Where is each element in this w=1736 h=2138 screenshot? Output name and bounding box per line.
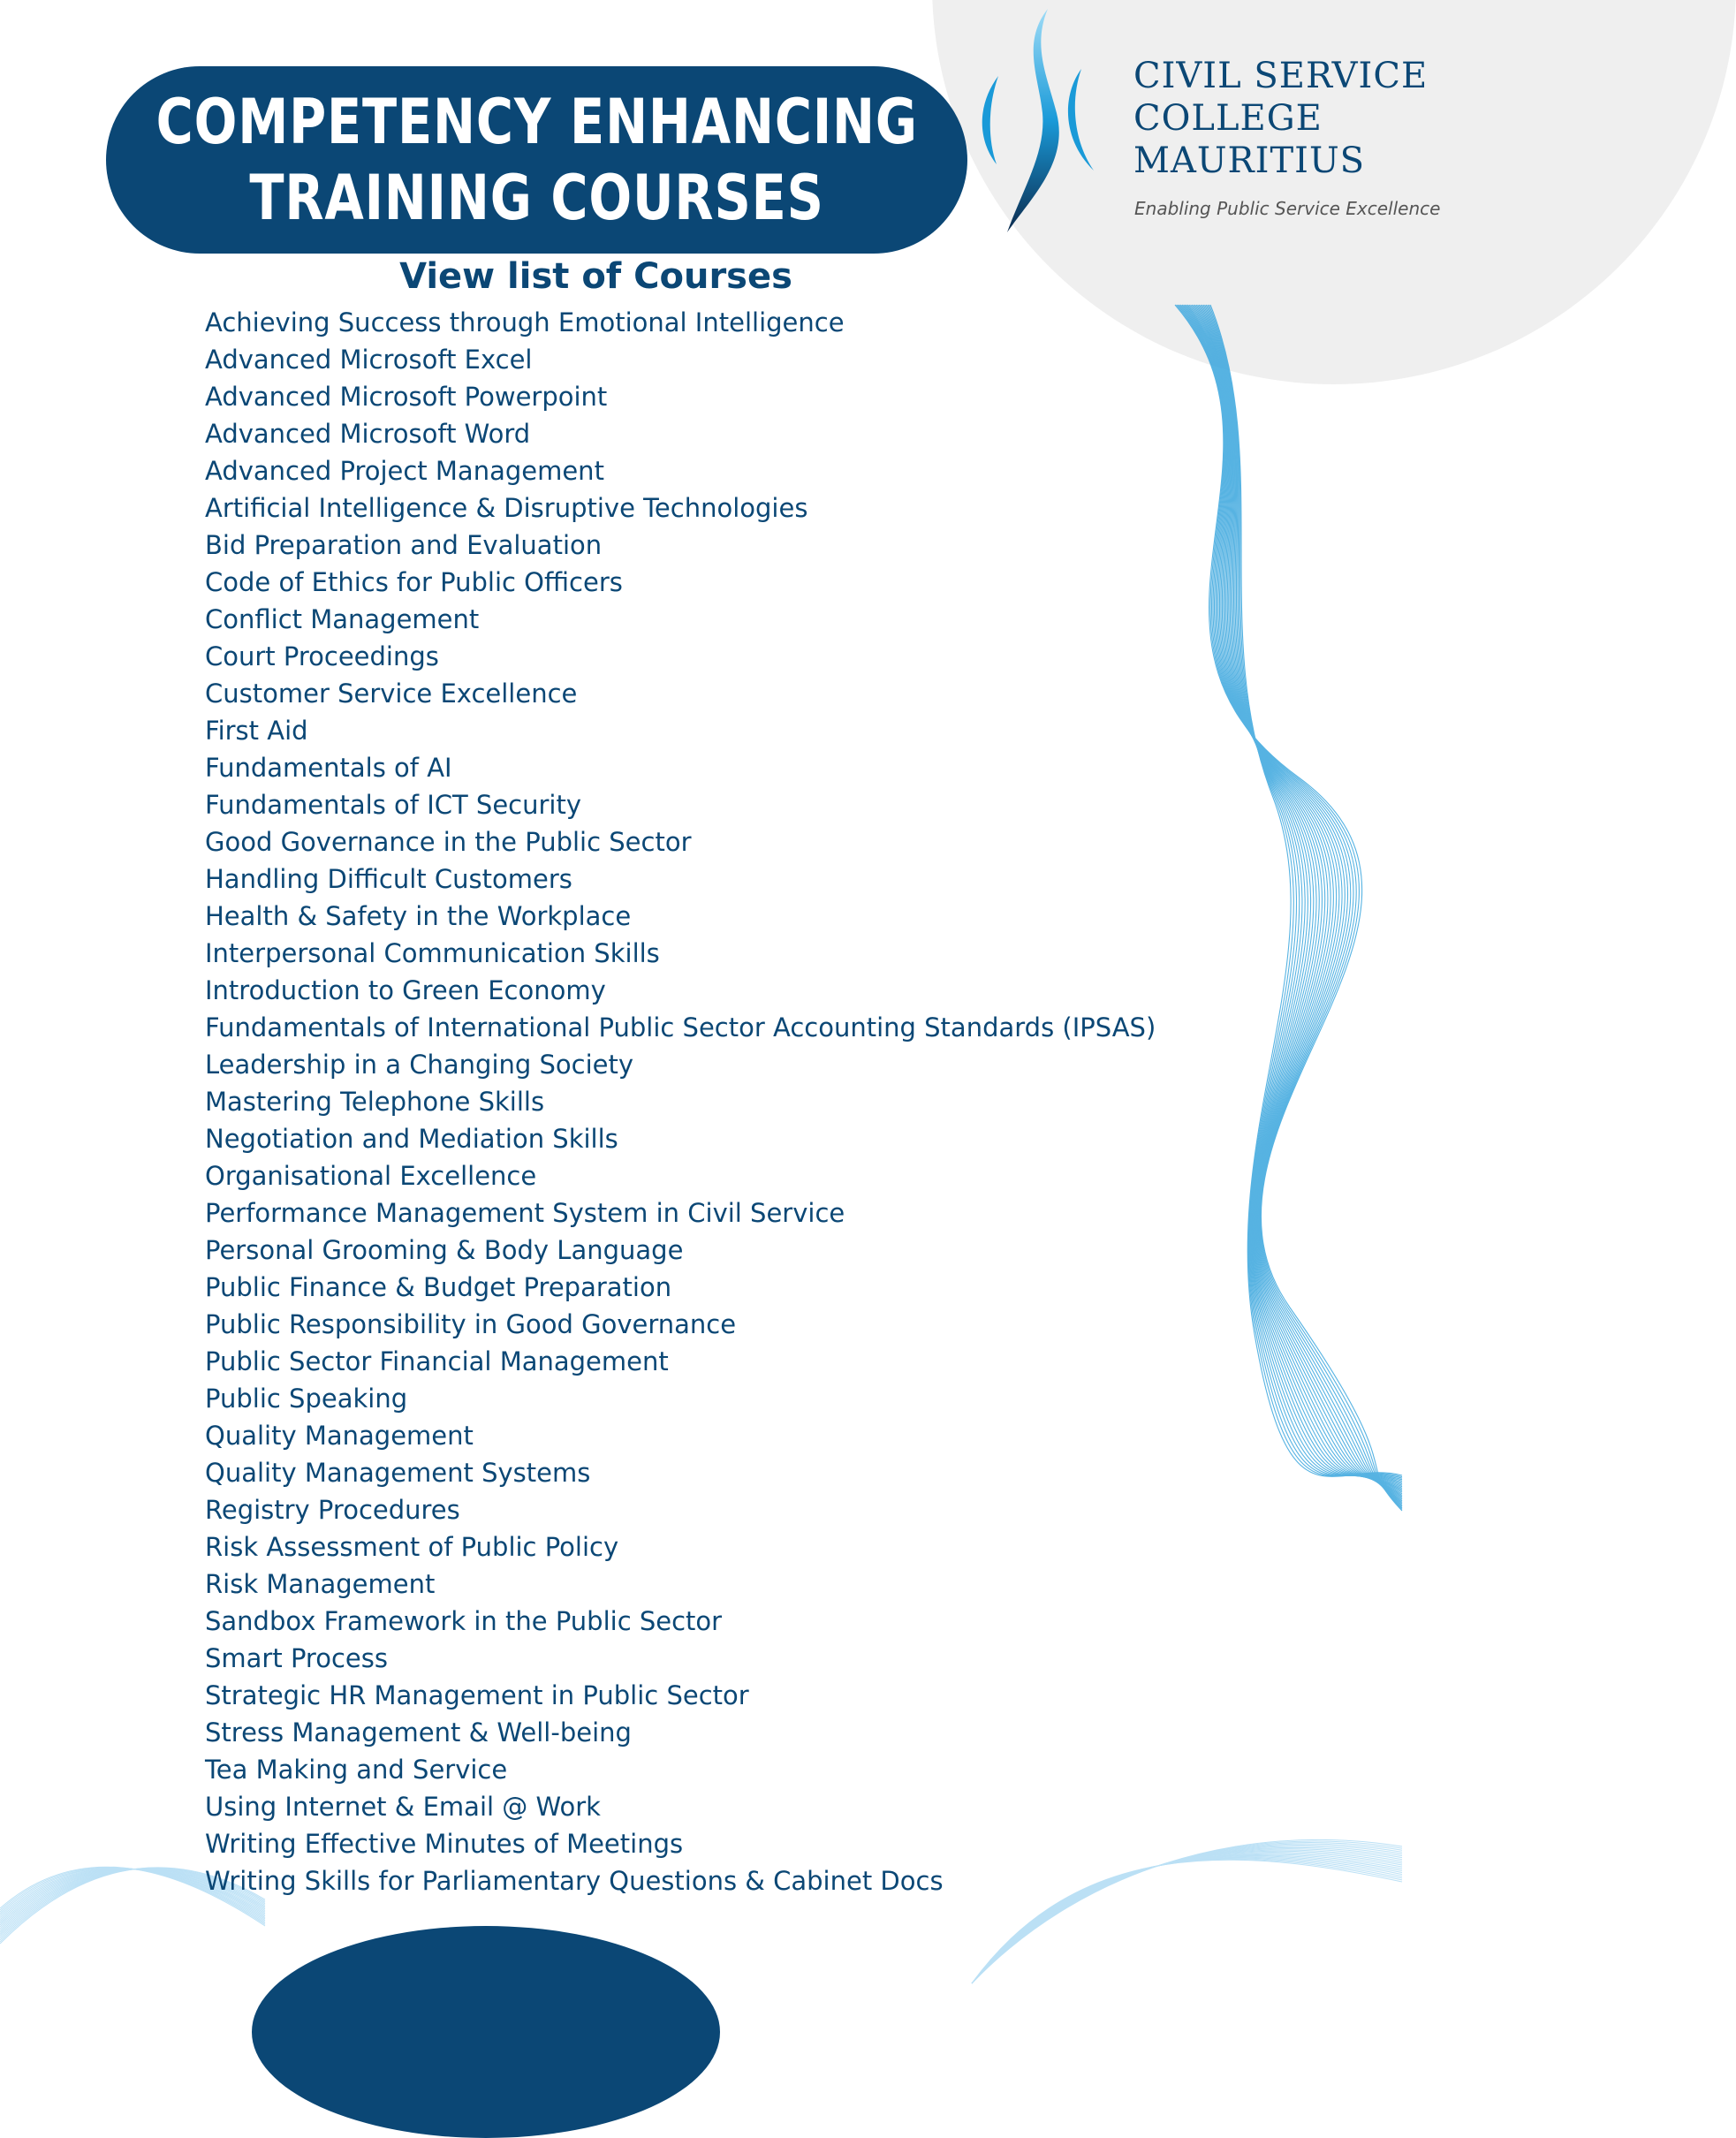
course-item: First Aid — [205, 716, 308, 746]
course-item: Public Sector Financial Management — [205, 1346, 669, 1376]
csc-flame-logo-icon — [970, 7, 1103, 239]
course-item: Good Governance in the Public Sector — [205, 827, 692, 857]
course-item: Achieving Success through Emotional Intelligence — [205, 307, 845, 337]
course-item: Public Speaking — [205, 1384, 408, 1414]
course-item: Writing Effective Minutes of Meetings — [205, 1829, 684, 1859]
course-item: Quality Management — [205, 1421, 474, 1451]
course-item: Public Finance & Budget Preparation — [205, 1272, 672, 1302]
course-item: Conflict Management — [205, 604, 480, 634]
course-item: Writing Skills for Parliamentary Questions & Cabinet Docs — [205, 1866, 944, 1896]
course-item: Personal Grooming & Body Language — [205, 1235, 684, 1265]
course-item: Advanced Microsoft Word — [205, 419, 531, 449]
course-item: Court Proceedings — [205, 641, 439, 671]
page-title-line-1: COMPETENCY ENHANCING — [155, 86, 918, 158]
course-item: Advanced Project Management — [205, 456, 604, 486]
course-item: Risk Assessment of Public Policy — [205, 1532, 619, 1562]
organization-name — [1133, 55, 1428, 182]
course-item: Fundamentals of ICT Security — [205, 790, 582, 820]
course-item: Advanced Microsoft Excel — [205, 345, 533, 375]
course-item: Tea Making and Service — [205, 1755, 508, 1785]
organization-name-line-2: COLLEGE — [1133, 98, 1323, 139]
course-item: Registry Procedures — [205, 1495, 460, 1525]
course-item: Negotiation and Mediation Skills — [205, 1124, 618, 1154]
organization-name-line-3: MAURITIUS — [1133, 140, 1366, 181]
course-item: Handling Difficult Customers — [205, 864, 572, 894]
course-item: Health & Safety in the Workplace — [205, 901, 632, 931]
organization-tagline: Enabling Public Service Excellence — [1134, 198, 1441, 219]
course-item: Introduction to Green Economy — [205, 975, 606, 1005]
course-list-heading: View list of Courses — [399, 256, 792, 297]
course-item: Performance Management System in Civil Service — [205, 1198, 845, 1228]
course-item: Mastering Telephone Skills — [205, 1087, 545, 1117]
course-item: Fundamentals of International Public Sector Accounting Standards (IPSAS) — [205, 1012, 1156, 1042]
title-banner — [106, 66, 967, 254]
course-item: Fundamentals of AI — [205, 753, 452, 783]
course-item: Leadership in a Changing Society — [205, 1050, 634, 1080]
course-item: Strategic HR Management in Public Sector — [205, 1680, 749, 1710]
course-item: Risk Management — [205, 1569, 436, 1599]
course-item: Stress Management & Well-being — [205, 1717, 632, 1748]
course-item: Bid Preparation and Evaluation — [205, 530, 603, 560]
course-item: Quality Management Systems — [205, 1458, 591, 1488]
course-item: Code of Ethics for Public Officers — [205, 567, 623, 597]
course-item: Artificial Intelligence & Disruptive Technologies — [205, 493, 808, 523]
course-item: Interpersonal Communication Skills — [205, 938, 660, 968]
bottom-decorative-dome — [252, 1926, 720, 2138]
page-title-line-2: TRAINING COURSES — [249, 162, 824, 234]
organization-name-line-1: CIVIL SERVICE — [1133, 56, 1429, 96]
course-item: Customer Service Excellence — [205, 679, 578, 709]
course-item: Using Internet & Email @ Work — [205, 1792, 601, 1822]
course-item: Public Responsibility in Good Governance — [205, 1309, 737, 1339]
course-list — [205, 304, 1156, 1899]
course-item: Advanced Microsoft Powerpoint — [205, 382, 608, 412]
course-item: Smart Process — [205, 1643, 388, 1673]
course-item: Organisational Excellence — [205, 1161, 537, 1191]
course-item: Sandbox Framework in the Public Sector — [205, 1606, 723, 1636]
